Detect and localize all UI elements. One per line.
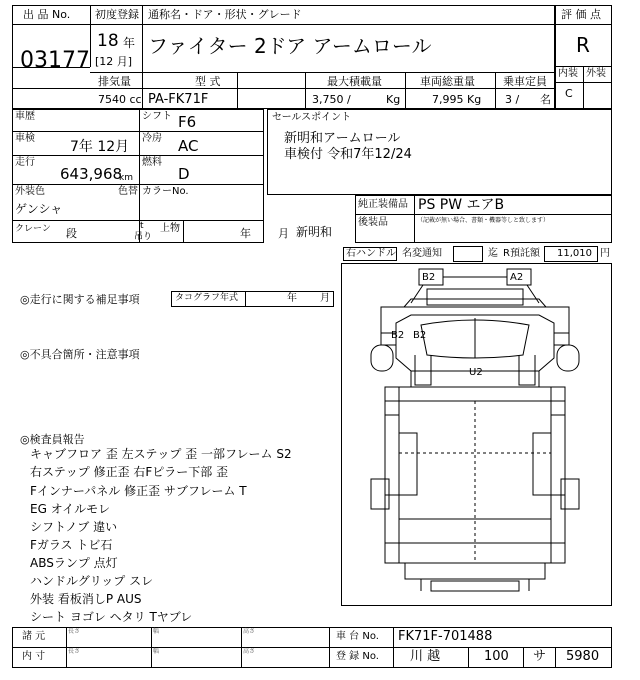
exterior-grade-label: 外装	[586, 68, 606, 79]
tachograph-month-unit: 月	[320, 293, 330, 304]
registration-class: 100	[484, 649, 509, 664]
name-change-box	[453, 246, 483, 262]
yen-unit: 円	[600, 248, 610, 259]
recycle-deposit-value: 11,010	[557, 248, 592, 259]
defects-label: ◎不具合箇所・注意事項	[20, 348, 140, 361]
inspector-report-label: ◎検査員報告	[20, 433, 85, 446]
body-label: 上物	[160, 223, 180, 234]
vehicle-name-label: 通称名・ドア・形状・グレード	[148, 8, 302, 21]
color-change-label: 色替	[118, 186, 138, 197]
model-label: 型 式	[195, 75, 221, 88]
capacity-unit: 名	[540, 93, 551, 106]
genuine-equipment-label: 純正装備品	[358, 199, 408, 210]
inspector-line: キャブフロア 歪 左ステップ 歪 一部フレーム S2	[30, 447, 292, 461]
width-label: 幅	[153, 628, 160, 635]
recycle-deposit-label: R預託額	[503, 248, 540, 259]
exterior-color-label: 外装色	[15, 186, 45, 197]
inner-length-label: 長さ	[68, 648, 81, 655]
grade-value: R	[576, 33, 590, 57]
ac-label: 冷房	[142, 133, 162, 144]
displacement-label: 排気量	[98, 75, 131, 88]
inspector-line: 右ステップ 修正歪 右Fピラー下部 歪	[30, 465, 229, 479]
aftermarket-label: 後装品	[358, 217, 388, 228]
chassis-no-label: 車 台 No.	[336, 631, 379, 642]
damage-mark: B2	[413, 330, 427, 341]
inner-height-label: 高さ	[243, 648, 256, 655]
first-reg-year-unit: 年	[123, 36, 136, 50]
details-box	[12, 109, 264, 243]
registration-kana: サ	[533, 649, 547, 664]
shift-value: F6	[178, 113, 197, 131]
first-reg-year: 18	[97, 31, 119, 51]
body-month-unit: 月	[278, 227, 289, 240]
tachograph-year-unit: 年	[287, 293, 297, 304]
truck-diagram	[341, 263, 612, 606]
crane-label: クレーン	[15, 224, 51, 234]
inspector-line: シート ヨゴレ ヘタリ Tヤブレ	[30, 610, 193, 624]
crane-stage-unit: 段	[66, 227, 77, 240]
inner-dim-label: 内 寸	[22, 651, 46, 662]
crane-ton-unit: t	[140, 221, 144, 231]
inspector-line: 外装 看板消しP AUS	[30, 592, 142, 606]
history-label: 車歴	[15, 111, 35, 122]
inspector-line: ABSランプ 点灯	[30, 556, 118, 570]
tachograph-label: タコグラフ年式	[175, 293, 239, 303]
max-load-unit: Kg	[386, 93, 401, 106]
driving-notes-label: ◎走行に関する補足事項	[20, 293, 140, 306]
grade-label: 評 価 点	[561, 8, 601, 21]
chassis-no-value: FK71F-701488	[398, 629, 493, 644]
capacity-value: 3 /	[505, 93, 520, 106]
height-label: 高さ	[243, 628, 256, 635]
crane-lift-unit: 吊り	[134, 232, 153, 242]
interior-grade-value: C	[565, 87, 573, 100]
interior-grade-label: 内装	[558, 68, 578, 79]
damage-mark: A2	[510, 272, 524, 283]
fuel-label: 燃料	[142, 157, 162, 168]
sales-point-line-2: 車検付 令和7年12/24	[284, 147, 412, 162]
inspector-line: シフトノブ 違い	[30, 520, 118, 534]
vehicle-name: ファイター 2ドア アームロール	[148, 34, 432, 58]
shift-label: シフト	[142, 111, 172, 122]
ac-value: AC	[178, 137, 199, 155]
model-value: PA-FK71F	[148, 92, 209, 107]
mileage-unit: km	[119, 173, 133, 183]
capacity-label: 乗車定員	[503, 75, 547, 88]
first-reg-label: 初度登録	[95, 8, 139, 21]
name-change-label: 名変通知	[402, 248, 442, 259]
inspector-line: Fインナーパネル 修正歪 サブフレーム T	[30, 484, 247, 498]
spec-label: 諸 元	[22, 631, 46, 642]
displacement-value: 7540 cc	[98, 93, 142, 106]
lot-number: 03177	[20, 48, 90, 73]
recycle-prefix: 迄	[488, 248, 498, 259]
first-reg-month: [12 月]	[95, 55, 133, 68]
inspector-line: Fガラス トビ石	[30, 538, 113, 552]
color-code-label: カラーNo.	[142, 186, 189, 197]
handle-value: 右ハンドル	[346, 248, 396, 259]
inspector-line: ハンドルグリップ スレ	[30, 574, 154, 588]
body-year-unit: 年	[240, 227, 251, 240]
sales-point-label: セールスポイント	[272, 112, 352, 123]
mileage-value: 643,968	[60, 165, 123, 183]
max-load-value: 3,750 /	[312, 93, 351, 106]
inspection-label: 車検	[15, 133, 35, 144]
registration-no-label: 登 録 No.	[336, 651, 379, 662]
aftermarket-note: （記載が無い場合、書類・機器等しと致します）	[417, 217, 550, 224]
genuine-equipment-value: PS PW エアB	[418, 197, 505, 213]
fuel-value: D	[178, 165, 190, 183]
damage-mark: U2	[469, 367, 483, 378]
inspection-value: 7年 12月	[70, 139, 130, 155]
gross-weight-value: 7,995 Kg	[432, 93, 482, 106]
body-maker: 新明和	[296, 225, 333, 239]
exterior-color-value: ゲンシャ	[15, 202, 63, 216]
inner-width-label: 幅	[153, 648, 160, 655]
registration-area: 川 越	[410, 649, 441, 664]
max-load-label: 最大積載量	[327, 75, 382, 88]
lot-no-label: 出 品 No.	[23, 8, 71, 21]
inspector-line: EG オイルモレ	[30, 502, 111, 516]
mileage-label: 走行	[15, 157, 35, 168]
registration-number: 5980	[566, 649, 600, 664]
length-label: 長さ	[68, 628, 81, 635]
damage-mark: B2	[422, 272, 436, 283]
damage-mark: B2	[391, 330, 405, 341]
sales-point-line-1: 新明和アームロール	[284, 131, 401, 146]
gross-weight-label: 車両総重量	[420, 75, 475, 88]
